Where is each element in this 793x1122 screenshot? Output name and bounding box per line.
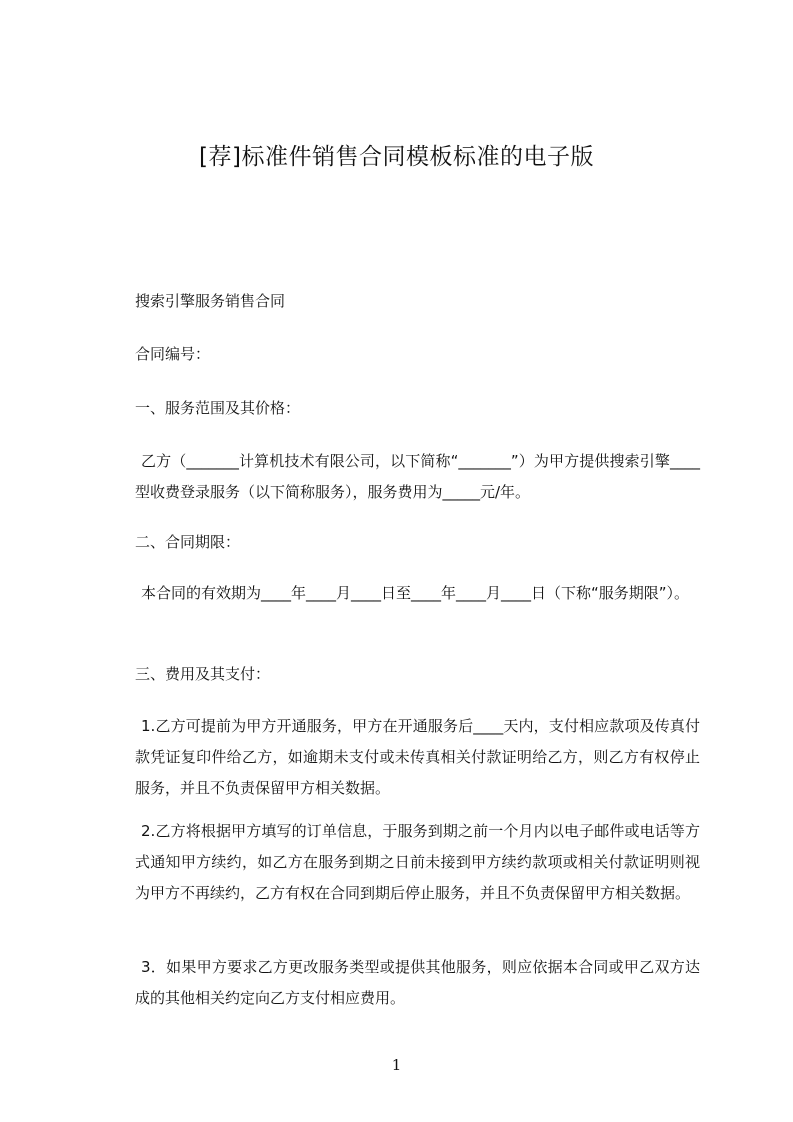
section-3-heading: 三、费用及其支付： — [135, 665, 271, 683]
section-2-text: 本合同的有效期为____年____月____日至____年____月____日（下称“服务期限”）。 — [141, 584, 690, 602]
page-number: 1 — [391, 1056, 402, 1074]
document-title: [荐]标准件销售合同模板标准的电子版 — [199, 144, 594, 170]
contract-number-label: 合同编号： — [135, 345, 211, 363]
section-3-item-3: 3．如果甲方要求乙方更改服务类型或提供其他服务，则应依据本合同或甲乙双方达成的其他相关约定向乙方支付相应费用。 — [135, 958, 700, 1007]
section-3-item-1: 1.乙方可提前为甲方开通服务，甲方在开通服务后____天内，支付相应款项及传真付款凭证复印件给乙方，如逾期未支付或未传真相关付款证明给乙方，则乙方有权停止服务，并且不负责保留甲方相关数据。 — [135, 717, 700, 797]
section-1-text: 乙方（_______计算机技术有限公司，以下简称“_______”）为甲方提供搜索引擎____型收费登录服务（以下简称服务），服务费用为_____元/年。 — [135, 452, 700, 501]
contract-name: 搜索引擎服务销售合同 — [135, 292, 286, 310]
section-3-item-2: 2.乙方将根据甲方填写的订单信息，于服务到期之前一个月内以电子邮件或电话等方式通知甲方续约，如乙方在服务到期之日前未接到甲方续约款项或相关付款证明则视为甲方不再续约，乙方有权在合同到期后停止服务，并且不负责保留甲方相关数据。 — [135, 822, 700, 902]
section-1-heading: 一、服务范围及其价格： — [135, 399, 301, 417]
section-2-heading: 二、合同期限： — [135, 533, 241, 551]
